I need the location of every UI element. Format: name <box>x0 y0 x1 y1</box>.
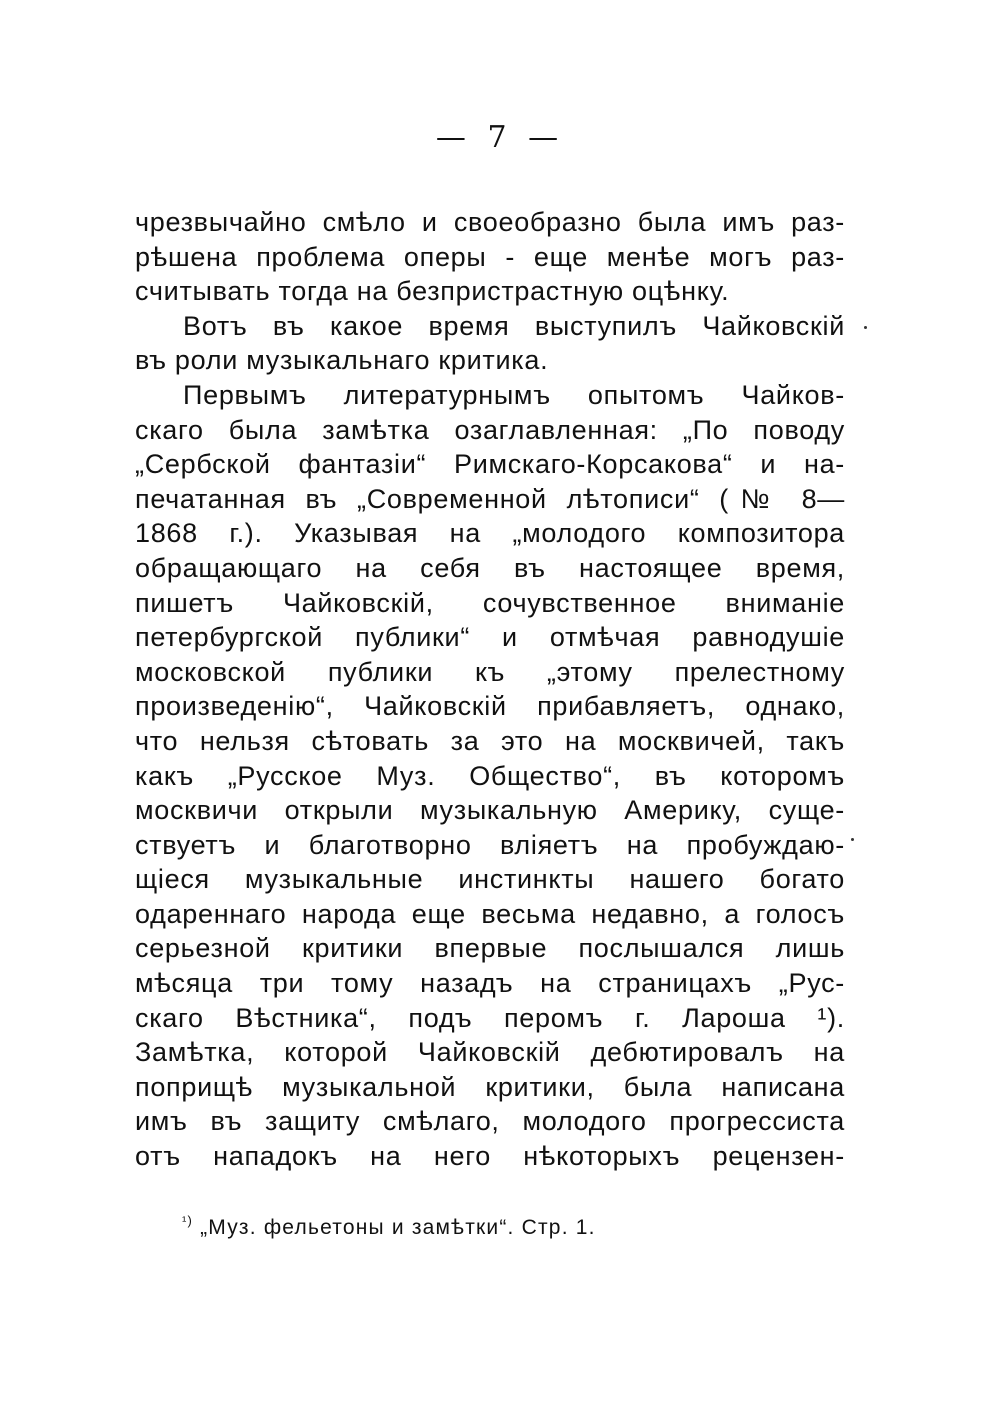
page-number: — 7 — <box>435 120 565 155</box>
text-line: москвичи открыли музыкальную Америку, суще- <box>135 795 845 826</box>
text-line: Вотъ въ какое время выступилъ Чайковскій <box>183 310 845 341</box>
text-line: щіеся музыкальные инстинкты нашего богато <box>135 864 845 895</box>
text-line: рѣшена проблема оперы - еще менѣе могъ раз- <box>135 241 845 272</box>
text-line: московской публики къ „этому прелестному <box>135 656 845 687</box>
text-line: Замѣтка, которой Чайковскій дебютировалъ на <box>135 1037 845 1068</box>
text-line: обращающаго на себя въ настоящее время, <box>135 552 845 583</box>
main-text <box>135 205 845 1174</box>
text-line: какъ „Русское Муз. Общество“, въ которомъ <box>135 760 845 791</box>
footnote-text: „Муз. фельетоны и замѣтки“. Стр. 1. <box>200 1216 596 1239</box>
text-line: отъ нападокъ на него нѣкоторыхъ рецензен- <box>135 1141 845 1172</box>
text-line: имъ въ защиту смѣлаго, молодого прогрессиста <box>135 1106 845 1137</box>
text-line: поприщѣ музыкальной критики, была написана <box>135 1071 845 1102</box>
text-line: скаго была замѣтка озаглавленная: „По поводу <box>135 414 845 445</box>
text-line: петербургской публики“ и отмѣчая равнодушіе <box>135 622 845 653</box>
text-line: пишетъ Чайковскій, сочувственное вниманіе <box>135 587 845 618</box>
footnote <box>182 1213 596 1240</box>
text-line: 1868 г.). Указывая на „молодого композитора <box>135 518 845 549</box>
print-speck <box>864 326 867 329</box>
text-line: Первымъ литературнымъ опытомъ Чайков- <box>183 379 845 410</box>
text-line: ствуетъ и благотворно вліяетъ на пробуждаю- <box>135 829 845 860</box>
print-speck <box>851 838 854 841</box>
footnote-marker: ¹) <box>182 1213 194 1228</box>
text-line: считывать тогда на безпристрастную оцѣнку. <box>135 276 730 307</box>
text-line: скаго Вѣстника“, подъ перомъ г. Лароша ¹). <box>135 1002 845 1033</box>
text-line: произведенію“, Чайковскій прибавляетъ, однако, <box>135 691 845 722</box>
text-line: серьезной критики впервые послышался лишь <box>135 933 845 964</box>
text-line: „Сербской фантазіи“ Римскаго-Корсакова“ и на- <box>135 449 845 480</box>
text-line: чрезвычайно смѣло и своеобразно была имъ раз- <box>135 207 845 237</box>
text-line: что нельзя сѣтовать за это на москвичей, такъ <box>135 725 845 756</box>
text-line: печатанная въ „Современной лѣтописи“ (№ 8— <box>135 483 845 514</box>
text-line: въ роли музыкальнаго критика. <box>135 345 549 376</box>
text-line: одареннаго народа еще весьма недавно, а голосъ <box>135 898 845 929</box>
text-line: мѣсяца три тому назадъ на страницахъ „Рус- <box>135 968 845 999</box>
